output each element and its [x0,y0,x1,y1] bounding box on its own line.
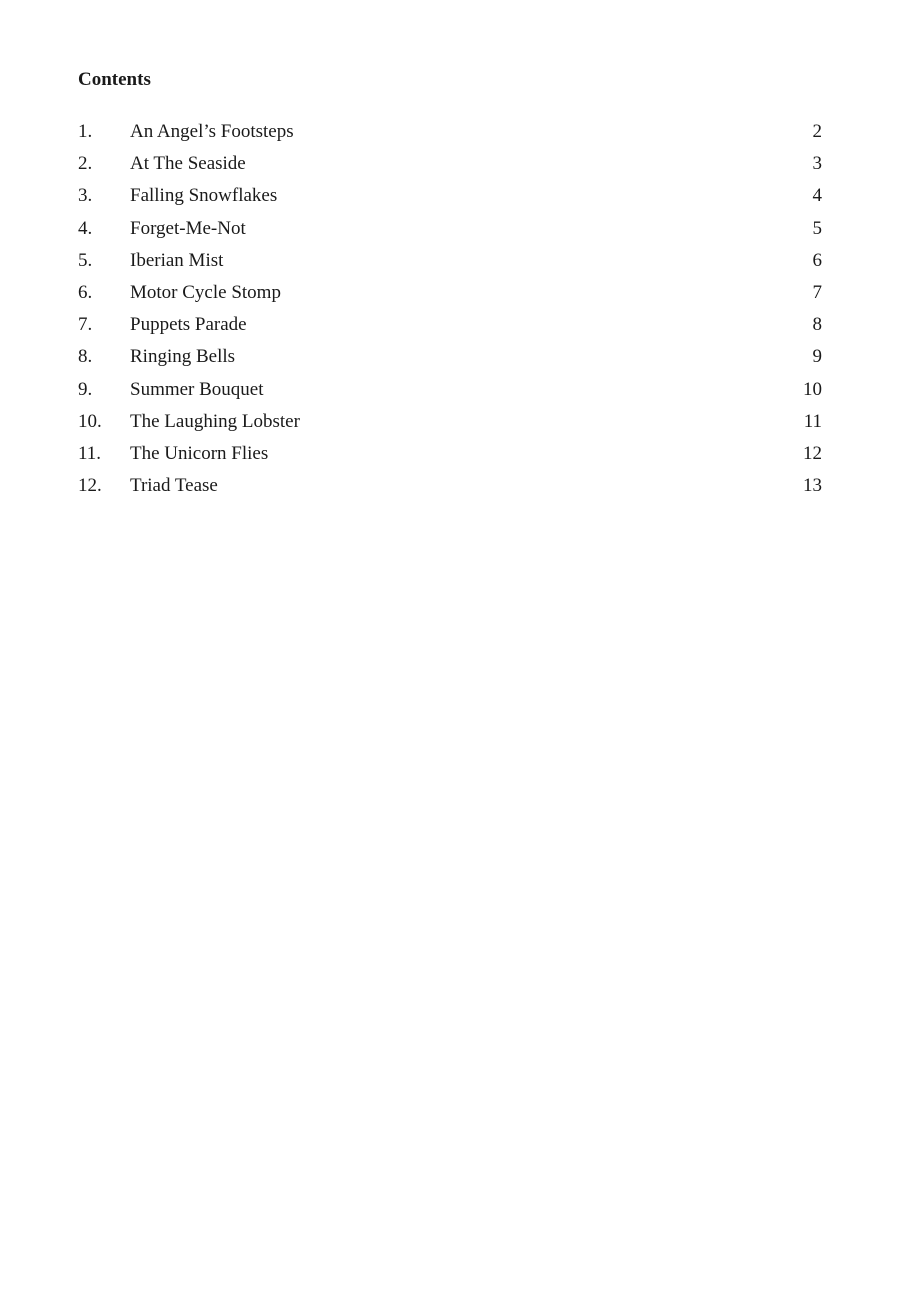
toc-entry-number: 7. [78,314,93,336]
toc-entry-page: 2 [812,121,822,142]
toc-entry-title: Ringing Bells [130,346,236,368]
toc-entry-title: Puppets Parade [130,314,247,336]
toc-entry-title: An Angel’s Footsteps [130,121,294,142]
toc-entry-number: 4. [78,217,93,239]
toc-entry-title: Summer Bouquet [130,378,264,400]
toc-entry-title: Triad Tease [130,475,218,497]
toc-entry-page: 4 [812,185,822,207]
toc-entry-number: 12. [78,475,102,497]
toc-entry-page: 7 [812,281,822,303]
toc-entry-number: 2. [78,153,93,175]
toc-entry-page: 6 [812,249,822,271]
toc-entry[interactable] [78,151,822,183]
toc-entry[interactable] [78,441,822,473]
toc-entry[interactable] [78,344,822,376]
toc-entry-page: 9 [812,346,822,368]
toc-entry-title: Falling Snowflakes [130,185,278,207]
toc-entry-title: At The Seaside [130,153,246,175]
toc-entry-page: 3 [812,153,822,175]
toc-entry-title: Iberian Mist [130,249,224,271]
toc-entry-number: 11. [78,442,102,464]
toc-entry[interactable] [78,248,822,280]
toc-entry-number: 5. [78,249,93,271]
toc-entry-title: The Unicorn Flies [130,442,269,464]
toc-entry-page: 10 [803,378,822,400]
toc-entry-number: 6. [78,281,93,303]
toc-entry[interactable] [78,119,822,151]
toc-entry-number: 10. [78,410,102,432]
toc-entry-number: 3. [78,185,93,207]
toc-entry-page: 12 [803,442,822,464]
page-title: Contents [78,69,151,90]
toc-entry-page: 13 [803,475,822,497]
toc-entry-number: 9. [78,378,93,400]
toc-entry-number: 8. [78,346,93,368]
toc-entry-page: 5 [812,217,822,239]
toc-entry[interactable] [78,377,822,409]
toc-entry[interactable] [78,473,822,505]
toc-entry[interactable] [78,409,822,441]
toc-entry-page: 8 [812,314,822,336]
toc-entry[interactable] [78,216,822,248]
toc-entry-number: 1. [78,121,93,142]
toc-entry[interactable] [78,280,822,312]
toc-entry[interactable] [78,312,822,344]
toc-entry-title: The Laughing Lobster [130,410,300,432]
toc-entry-title: Forget-Me-Not [130,217,246,239]
toc-entry-title: Motor Cycle Stomp [130,281,281,303]
toc-entry[interactable] [78,183,822,215]
toc-entry-page: 11 [803,410,822,432]
table-of-contents [78,119,822,505]
